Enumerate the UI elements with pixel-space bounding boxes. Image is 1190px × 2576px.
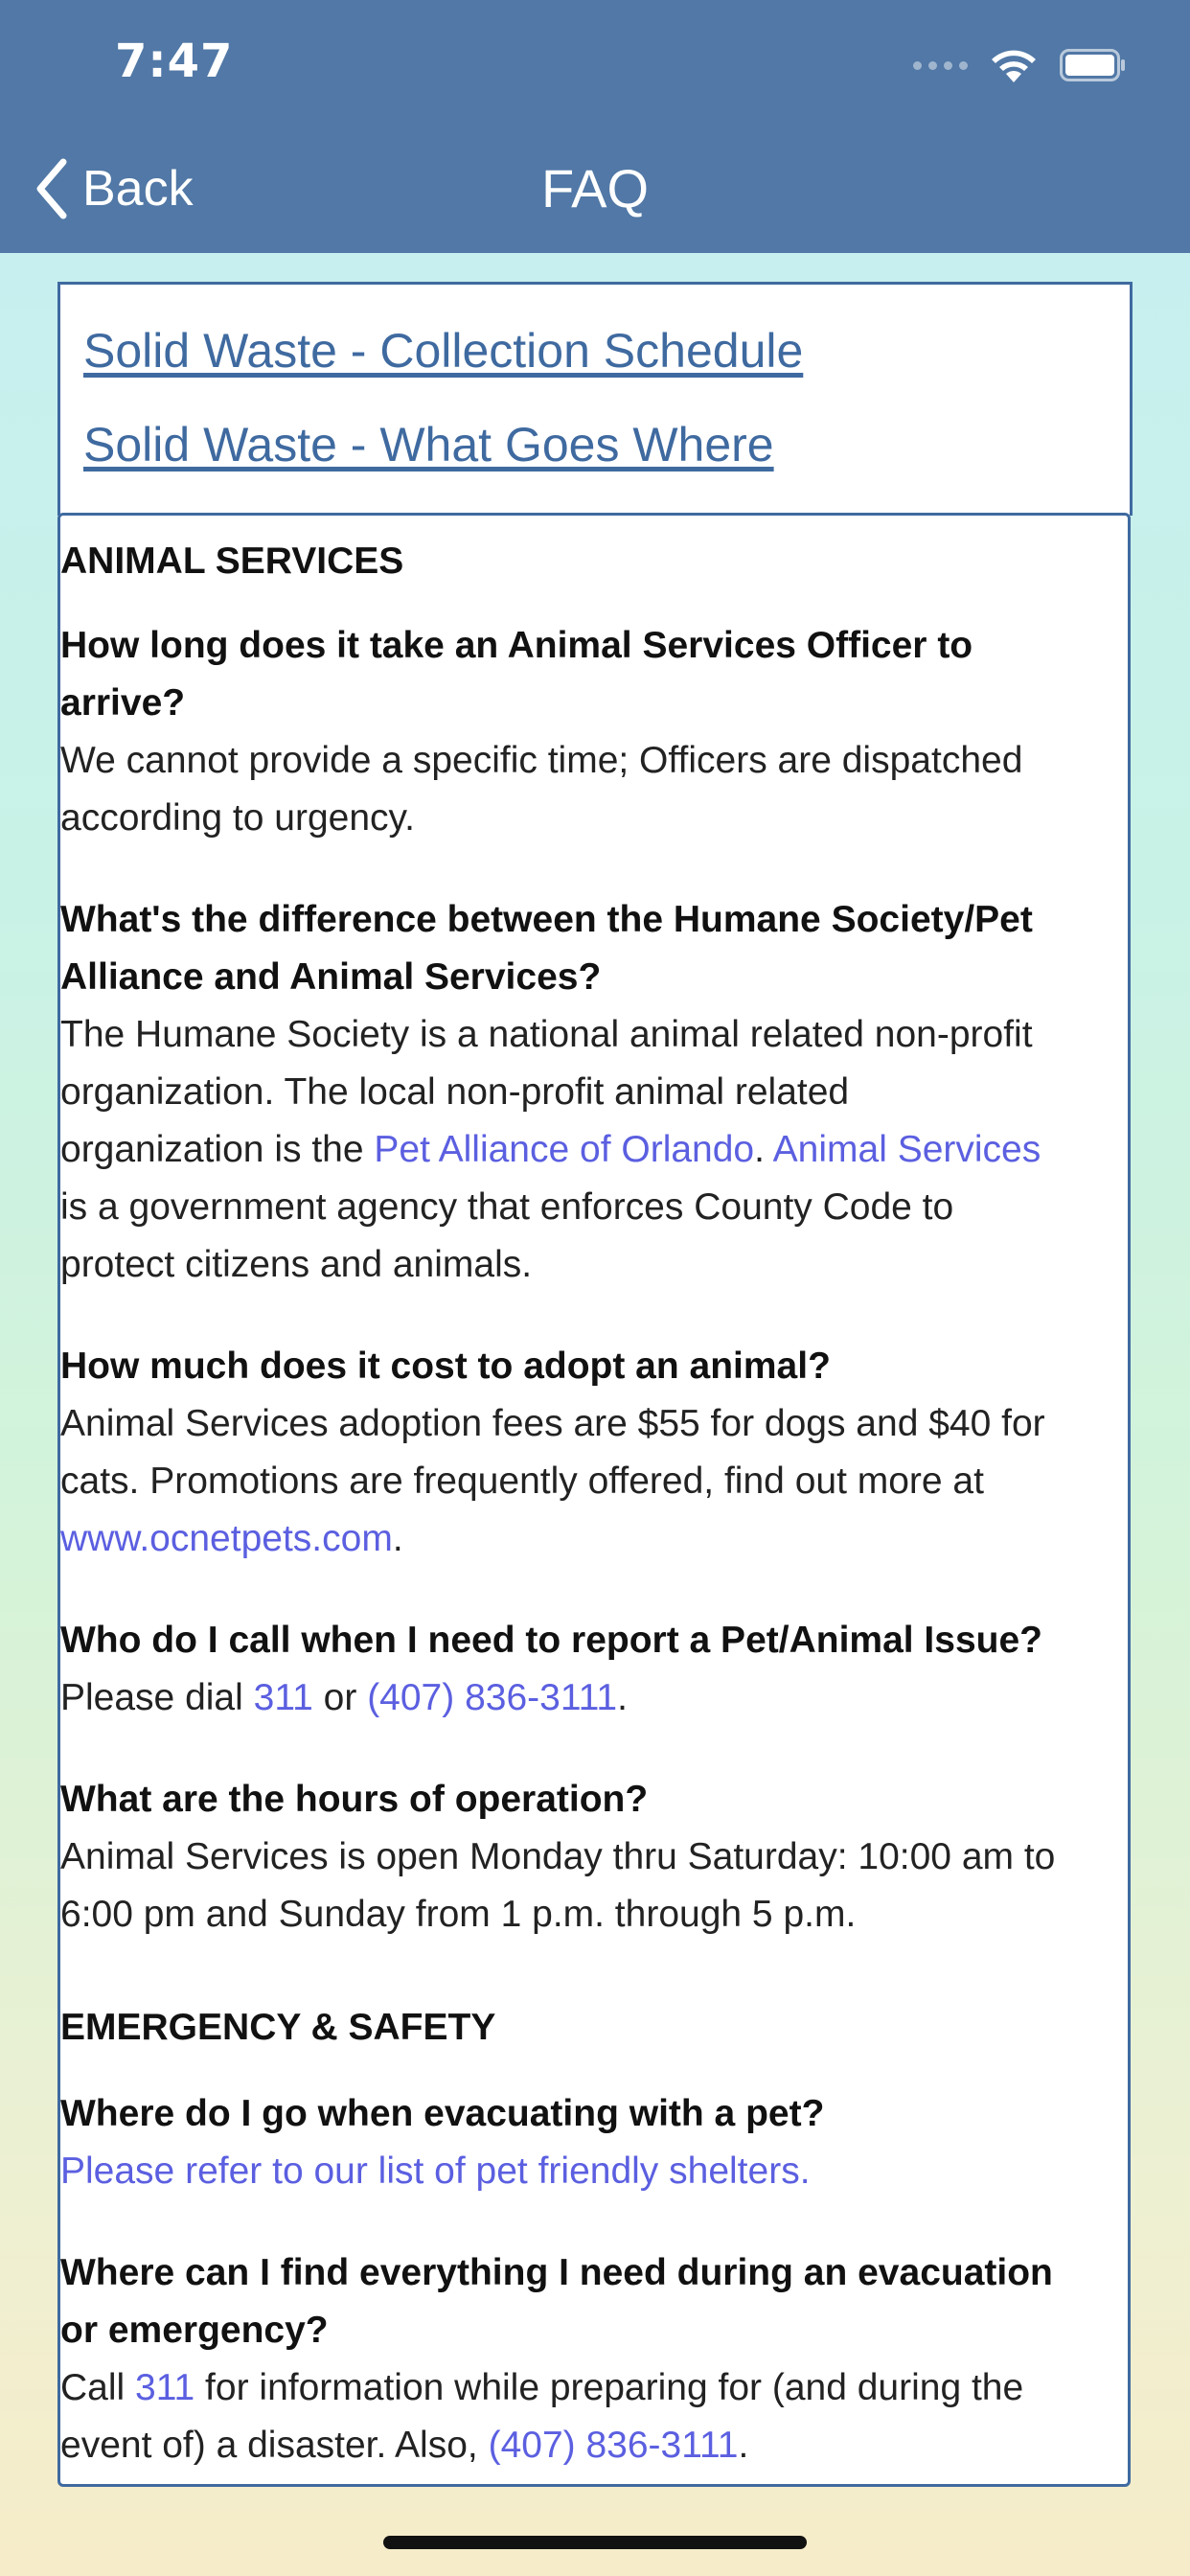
link-call-phone-emergency[interactable]: (407) 836-3111 <box>488 2425 739 2466</box>
faq-answer: according to urgency. <box>60 797 415 839</box>
battery-icon <box>1060 49 1127 81</box>
faq-answer: Animal Services adoption fees are $55 for dogs and $40 for <box>60 1403 1045 1444</box>
faq-answer: protect citizens and animals. <box>60 1244 533 1285</box>
faq-answer: event of) a disaster. Also, (407) 836-3111. <box>60 2425 749 2466</box>
link-solid-waste-collection-schedule[interactable]: Solid Waste - Collection Schedule <box>83 324 804 378</box>
faq-question: Where can I find everything I need during an evacuation <box>60 2252 1053 2293</box>
link-pet-alliance-of-orlando[interactable]: Pet Alliance of Orlando <box>374 1129 755 1170</box>
section-heading-animal-services: ANIMAL SERVICES <box>60 540 404 582</box>
faq-question: Who do I call when I need to report a Pet/Animal Issue? <box>60 1620 1042 1661</box>
faq-answer: organization is the Pet Alliance of Orlando. Animal Services <box>60 1129 1041 1170</box>
faq-answer: 6:00 pm and Sunday from 1 p.m. through 5 p.m. <box>60 1894 857 1935</box>
faq-answer: Animal Services is open Monday thru Saturday: 10:00 am to <box>60 1836 1056 1877</box>
back-label: Back <box>82 161 194 217</box>
faq-question: How much does it cost to adopt an animal? <box>60 1346 831 1387</box>
navigation-bar <box>0 0 1190 253</box>
link-ocnetpets[interactable]: www.ocnetpets.com <box>60 1518 393 1559</box>
faq-answer: The Humane Society is a national animal related non-profit <box>60 1014 1033 1055</box>
status-time: 7:47 <box>115 34 234 88</box>
faq-answer: Call 311 for information while preparing for (and during the <box>60 2367 1024 2408</box>
quick-links-box <box>57 282 1133 516</box>
faq-answer: www.ocnetpets.com. <box>60 1518 403 1559</box>
link-solid-waste-what-goes-where[interactable]: Solid Waste - What Goes Where <box>83 418 774 472</box>
faq-question: Where do I go when evacuating with a pet? <box>60 2093 825 2134</box>
wifi-icon <box>989 46 1039 84</box>
faq-answer: Please dial 311 or (407) 836-3111. <box>60 1677 628 1718</box>
faq-question: Alliance and Animal Services? <box>60 956 602 998</box>
faq-question: How long does it take an Animal Services Officer to <box>60 625 973 666</box>
faq-question: What are the hours of operation? <box>60 1779 649 1820</box>
faq-answer: We cannot provide a specific time; Officers are dispatched <box>60 740 1023 781</box>
home-indicator[interactable] <box>383 2536 807 2549</box>
page-title: FAQ <box>540 158 650 218</box>
link-call-phone[interactable]: (407) 836-3111 <box>367 1677 618 1718</box>
faq-content <box>57 513 1131 2487</box>
faq-question: What's the difference between the Humane Society/Pet <box>60 899 1033 940</box>
faq-answer: organization. The local non-profit animal related <box>60 1071 850 1113</box>
status-icons <box>913 42 1127 88</box>
section-heading-emergency-safety: EMERGENCY & SAFETY <box>60 2007 496 2048</box>
link-animal-services[interactable]: Animal Services <box>772 1129 1041 1170</box>
link-pet-friendly-shelters[interactable]: Please refer to our list of pet friendly shelters. <box>60 2150 811 2192</box>
faq-question: or emergency? <box>60 2310 329 2351</box>
faq-answer: is a government agency that enforces County Code to <box>60 1186 954 1228</box>
faq-answer: cats. Promotions are frequently offered, find out more at <box>60 1460 984 1502</box>
cellular-signal-icon <box>913 61 968 70</box>
link-call-311[interactable]: 311 <box>253 1677 313 1718</box>
faq-question: arrive? <box>60 682 186 724</box>
link-call-311-emergency[interactable]: 311 <box>135 2367 195 2408</box>
